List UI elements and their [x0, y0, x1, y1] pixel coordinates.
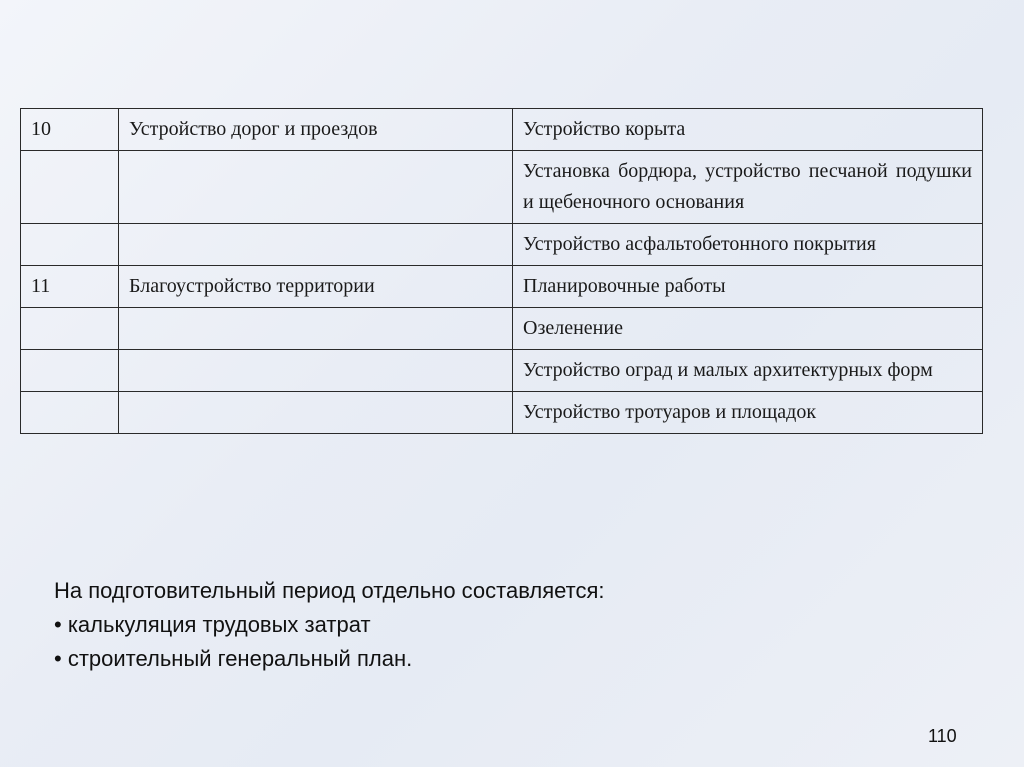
row-number: 11 — [21, 266, 119, 308]
note-block — [54, 574, 605, 676]
work-type — [119, 224, 513, 266]
work-type — [119, 392, 513, 434]
work-type: Благоустройство территории — [119, 266, 513, 308]
work-item: Озеленение — [513, 308, 983, 350]
work-item: Устройство оград и малых архитектурных форм — [513, 350, 983, 392]
table-row — [21, 266, 983, 308]
works-table — [20, 108, 983, 434]
work-type — [119, 151, 513, 224]
table-row — [21, 151, 983, 224]
work-item: Установка бордюра, устройство песчаной подушки и щебеночного основания — [513, 151, 983, 224]
table-row — [21, 308, 983, 350]
note-item: • строительный генеральный план. — [54, 642, 605, 676]
work-type — [119, 350, 513, 392]
work-item: Устройство корыта — [513, 109, 983, 151]
note-heading: На подготовительный период отдельно составляется: — [54, 578, 605, 603]
row-number — [21, 392, 119, 434]
table-row — [21, 392, 983, 434]
row-number — [21, 151, 119, 224]
table-row — [21, 224, 983, 266]
table-row — [21, 109, 983, 151]
row-number — [21, 308, 119, 350]
work-type: Устройство дорог и проездов — [119, 109, 513, 151]
page-number: 110 — [928, 726, 957, 746]
row-number: 10 — [21, 109, 119, 151]
note-item: • калькуляция трудовых затрат — [54, 608, 605, 642]
note-list — [54, 608, 605, 676]
row-number — [21, 350, 119, 392]
work-item: Устройство асфальтобетонного покрытия — [513, 224, 983, 266]
work-item: Устройство тротуаров и площадок — [513, 392, 983, 434]
row-number — [21, 224, 119, 266]
work-type — [119, 308, 513, 350]
work-item: Планировочные работы — [513, 266, 983, 308]
table-row — [21, 350, 983, 392]
